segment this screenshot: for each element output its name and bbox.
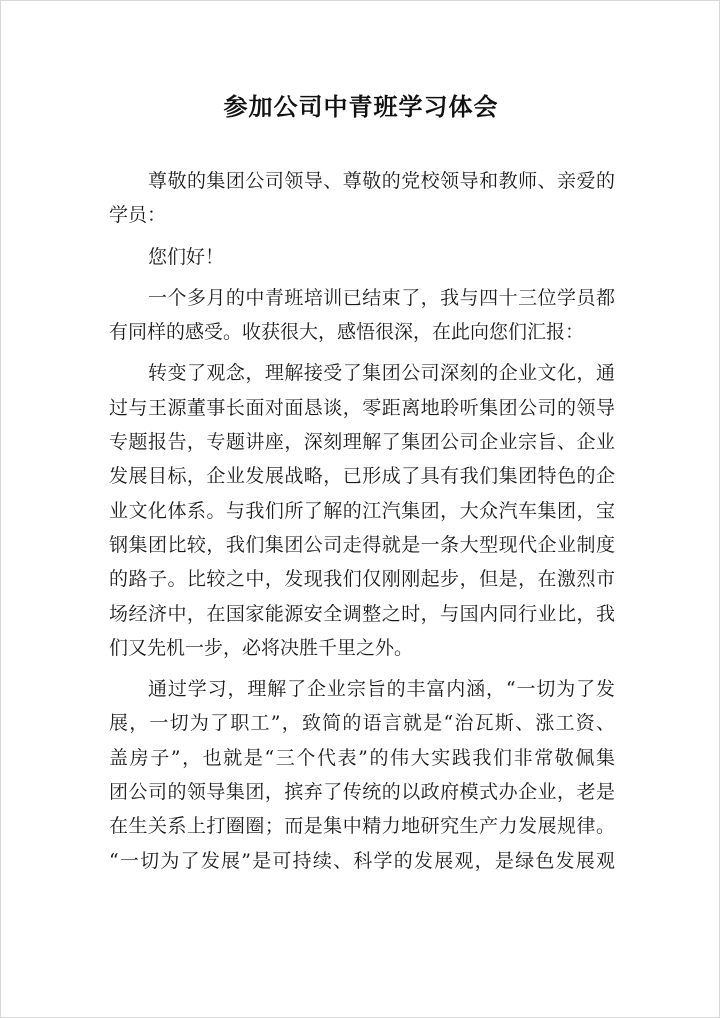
paragraph-mission [109,672,615,878]
text-line: “一切为了发展”是可持续、科学的发展观，是绿色发展观 [109,849,615,872]
paragraph-salutation [109,164,615,233]
text-line: 通过学习，理解了企业宗旨的丰富内涵，“一切为了发 [148,678,615,701]
paragraph-greeting [109,240,615,274]
text-line: 的路子。比较之中，发现我们仅刚刚起步，但是，在激烈市 [109,568,615,591]
text-line: 有同样的感受。收获很大，感悟很深，在此向您们汇报： [109,321,585,344]
text-line: 们又先机一步，必将决胜千里之外。 [109,636,414,659]
text-line: 团公司的领导集团，摈弃了传统的以政府模式办企业，老是 [109,781,615,804]
text-line: 尊敬的集团公司领导、尊敬的党校领导和教师、亲爱的 [148,170,615,192]
paragraph-culture [109,356,615,665]
text-line: 场经济中，在国家能源安全调整之时，与国内同行业比，我 [109,602,615,625]
document-body [109,164,615,878]
text-line: 展，一切为了职工”，致简的语言就是“治瓦斯、涨工资、 [109,712,615,735]
paragraph-intro [109,281,615,350]
text-line: 您们好！ [148,245,225,268]
text-line: 学员： [109,204,167,227]
text-line: 一个多月的中青班培训已结束了，我与四十三位学员都 [148,286,615,309]
text-line: 盖房子”，也就是“三个代表”的伟大实践我们非常敬佩集 [109,746,615,769]
text-line: 转变了观念，理解接受了集团公司深刻的企业文化，通 [148,362,615,385]
document-title: 参加公司中青班学习体会 [223,93,499,121]
text-line: 发展目标，企业发展战略，已形成了具有我们集团特色的企 [109,465,615,488]
text-line: 过与王源董事长面对面恳谈，零距离地聆听集团公司的领导 [109,396,615,419]
text-line: 在生关系上打圈圈；而是集中精力地研究生产力发展规律。 [109,815,615,838]
text-line: 专题报告，专题讲座，深刻理解了集团公司企业宗旨、企业 [109,431,615,454]
text-line: 钢集团比较，我们集团公司走得就是一条大型现代企业制度 [109,533,615,556]
text-line: 业文化体系。与我们所了解的江汽集团，大众汽车集团，宝 [109,499,615,522]
